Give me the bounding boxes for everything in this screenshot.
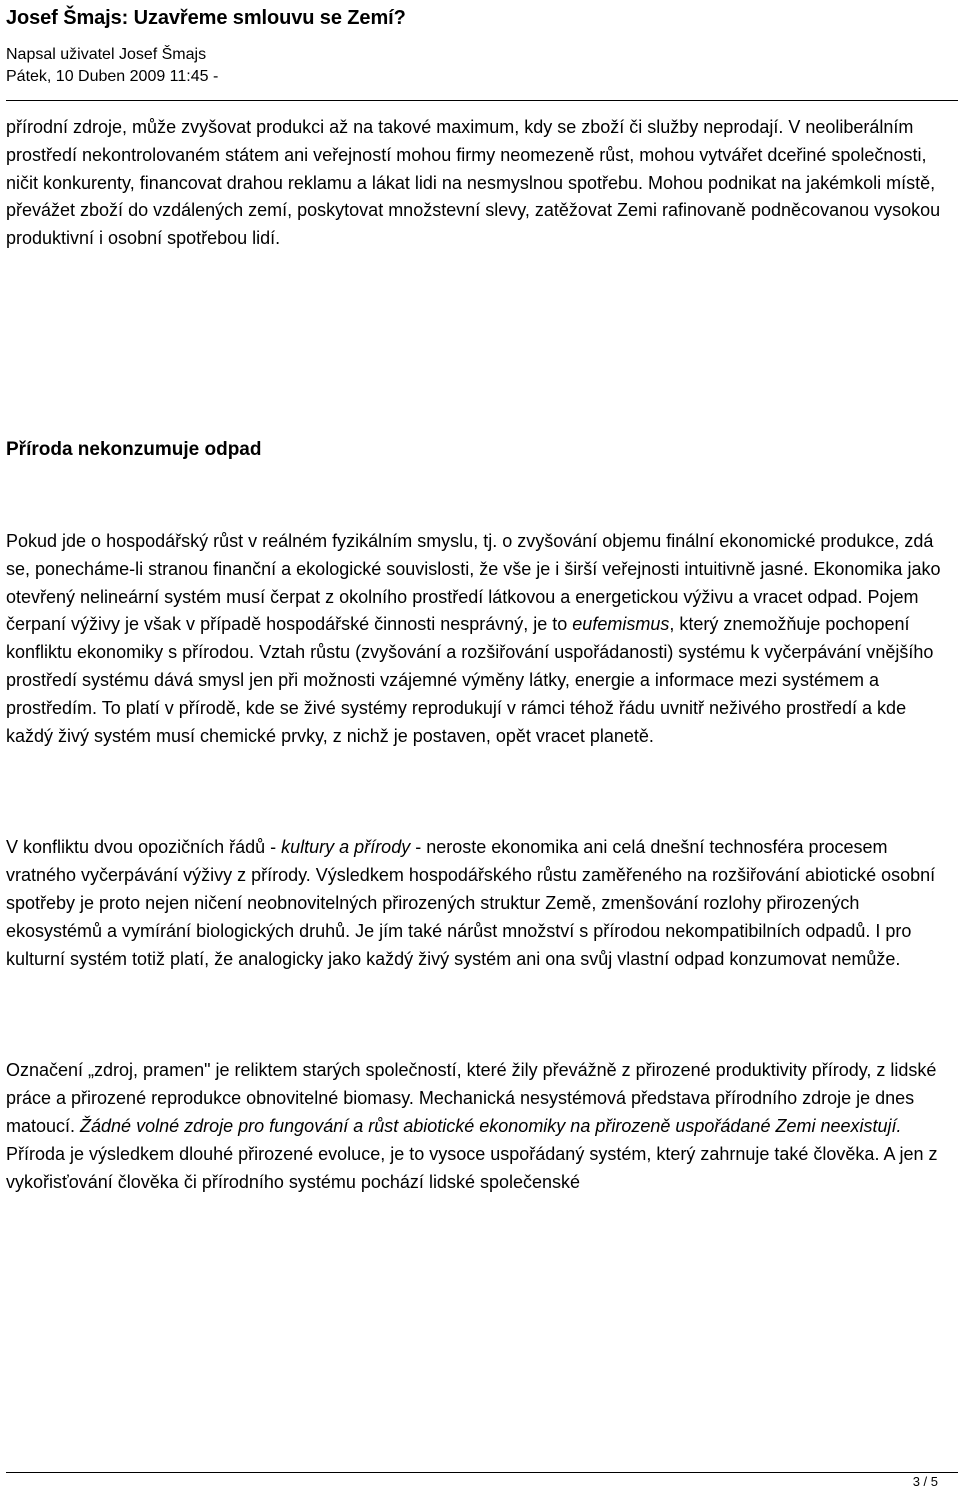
paragraph-3-text-b: - neroste ekonomika ani celá dnešní technosféra procesem vratného vyčerpávání výživy z přírody. Výsledkem hospodářského růstu zaměřeného na rozšiřování abiotické osobní spotřeby je proto nejen ničení neobnovitelných přirozených struktur Země, zmenšování rozlohy přirozených ekosystémů a vymírání biologických druhů. Je jím také nárůst množství s přírodou nekompatibilních odpadů. I pro kulturní systém totiž platí, že analogicky jako každý živý systém ani ona svůj vlastní odpad konzumovat nemůže. bbox=[6, 837, 936, 969]
paragraph-2-text-b: , který znemožňuje pochopení konfliktu ekonomiky s přírodou. Vztah růstu (zvyšování a rozšiřování uspořádanosti) systému k vyčerpávání vnějšího prostředí systému dává smysl jen při možnosti vzájemné výměny látky, energie a informace mezi systémem a prostředím. To platí v přírodě, kde se živé systémy reprodukují v rámci téhož řádu uvnitř neživého prostředí a kde každý živý systém musí chemické prvky, z nichž je postaven, opět vracet planetě. bbox=[6, 614, 934, 746]
paragraph-2-emphasis: eufemismus bbox=[572, 614, 670, 635]
page-number: 3 / 5 bbox=[912, 1474, 938, 1489]
section-heading: Příroda nekonzumuje odpad bbox=[6, 438, 262, 460]
header-divider bbox=[6, 100, 958, 101]
author-line: Napsal uživatel Josef Šmajs bbox=[6, 46, 207, 63]
date-line: Pátek, 10 Duben 2009 11:45 - bbox=[6, 68, 219, 85]
paragraph-2 bbox=[6, 528, 958, 750]
paragraph-5: Příroda je výsledkem dlouhé přirozené evoluce, je to vysoce uspořádaný systém, který zahrnuje také člověka. A jen z vykořisťování člověka či přírodního systému pochází lidské společenské bbox=[6, 1143, 938, 1192]
document-title: Josef Šmajs: Uzavřeme smlouvu se Zemí? bbox=[6, 7, 406, 29]
article-body bbox=[6, 114, 958, 1196]
paragraph-2-text-a: Pokud jde o hospodářský růst v reálném fyzikálním smyslu, tj. o zvyšování objemu finální ekonomické produkce, zdá se, ponecháme-li stranou finanční a ekologické souvislosti, že vše je i širší veřejnosti intuitivně jasné. Ekonomika jako otevřený nelineární systém musí čerpat z okolního prostředí látkovou a energetickou výživu a vracet odpad. Pojem čerpaní výživy je však v případě hospodářské činnosti nesprávný, je to bbox=[6, 530, 941, 635]
paragraph-3-emphasis: kultury a přírody bbox=[281, 837, 411, 858]
footer-divider bbox=[6, 1472, 958, 1473]
paragraph-3 bbox=[6, 834, 958, 973]
paragraph-4 bbox=[6, 1057, 958, 1140]
paragraph-4-text-a: Označení „zdroj, pramen" je reliktem starých společností, které žily převážně z přirozené produktivity přírody, z lidské práce a přirozené reprodukce obnovitelné biomasy. Mechanická nesystémová představa přírodního zdroje je dnes matoucí. bbox=[6, 1060, 937, 1136]
paragraph-4-emphasis: Žádné volné zdroje pro fungování a růst abiotické ekonomiky na přirozeně uspořádané Zemi neexistují. bbox=[80, 1115, 902, 1136]
document-header bbox=[6, 0, 958, 88]
paragraph-1: přírodní zdroje, může zvyšovat produkci až na takové maximum, kdy se zboží či služby neprodají. V neoliberálním prostředí nekontrolovaném státem ani veřejností mohou firmy neomezeně růst, mohou vytvářet dceřiné společnosti, ničit konkurenty, financovat drahou reklamu a lákat lidi na nesmyslnou spotřebu. Mohou podnikat na jakémkoli místě, převážet zboží do vzdálených zemí, poskytovat množstevní slevy, zatěžovat Zemi rafinovaně podněcovanou vysokou produktivní i osobní spotřebou lidí. bbox=[6, 117, 941, 249]
paragraph-3-text-a: V konfliktu dvou opozičních řádů - bbox=[6, 837, 282, 858]
document-meta bbox=[6, 44, 958, 88]
